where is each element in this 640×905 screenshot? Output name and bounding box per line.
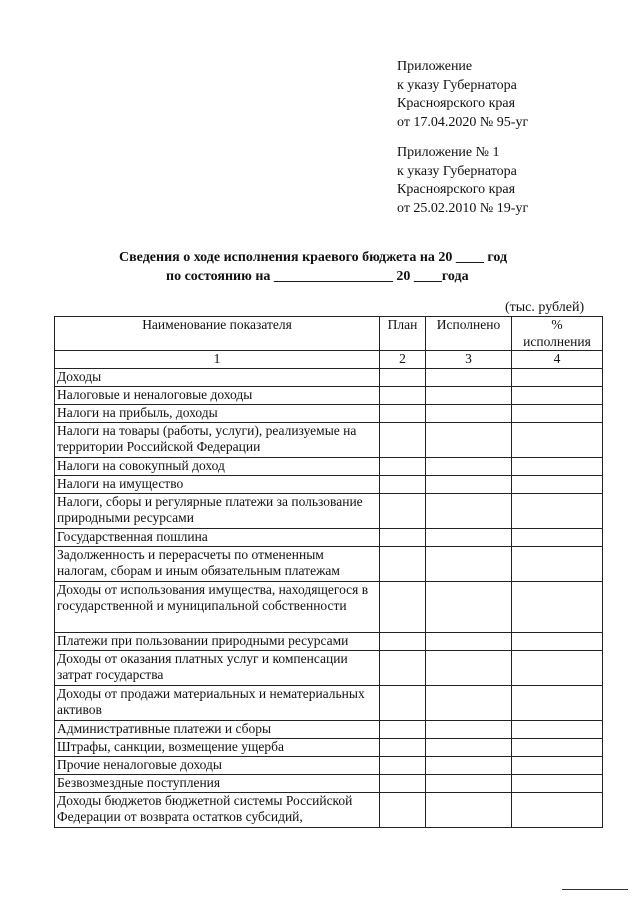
column-number: 3 [426, 351, 512, 369]
plan-cell [380, 632, 426, 650]
executed-cell [426, 581, 512, 632]
table-row [55, 422, 603, 457]
executed-cell [426, 632, 512, 650]
indicator-name: Доходы от использования имущества, находящегося в государственной и муниципальной собственности [55, 581, 380, 632]
executed-cell [426, 738, 512, 756]
table-row [55, 546, 603, 581]
executed-cell [426, 475, 512, 493]
header-plan: План [380, 317, 426, 351]
plan-cell [380, 581, 426, 632]
table-row [55, 720, 603, 738]
plan-cell [380, 792, 426, 827]
header-executed: Исполнено [426, 317, 512, 351]
appendix-line: Красноярского края [397, 96, 516, 111]
table-row [55, 650, 603, 685]
percent-cell [512, 650, 603, 685]
executed-cell [426, 720, 512, 738]
table-row [55, 792, 603, 827]
indicator-name: Безвозмездные поступления [55, 774, 380, 792]
indicator-name: Штрафы, санкции, возмещение ущерба [55, 738, 380, 756]
executed-cell [426, 650, 512, 685]
percent-cell [512, 422, 603, 457]
indicator-name: Административные платежи и сборы [55, 720, 380, 738]
plan-cell [380, 546, 426, 581]
table-row [55, 774, 603, 792]
executed-cell [426, 422, 512, 457]
column-number: 1 [55, 351, 380, 369]
percent-cell [512, 404, 603, 422]
plan-cell [380, 475, 426, 493]
indicator-name: Доходы [55, 368, 380, 386]
header-name: Наименование показателя [55, 317, 380, 351]
table-header-row [55, 317, 603, 351]
indicator-name: Налоги на имущество [55, 475, 380, 493]
plan-cell [380, 386, 426, 404]
percent-cell [512, 475, 603, 493]
appendix-line: к указу Губернатора [397, 163, 517, 179]
executed-cell [426, 792, 512, 827]
table-row [55, 368, 603, 386]
appendix-current-block [397, 58, 528, 132]
header-percent: % исполнения [512, 317, 603, 351]
column-number-row [55, 351, 603, 369]
table-row [55, 685, 603, 720]
executed-cell [426, 457, 512, 475]
column-number: 4 [512, 351, 603, 369]
appendix-line: от 17.04.2020 № 95-уг [397, 114, 529, 130]
plan-cell [380, 685, 426, 720]
budget-table [54, 316, 603, 828]
executed-cell [426, 386, 512, 404]
plan-cell [380, 528, 426, 546]
executed-cell [426, 756, 512, 774]
appendix-line: Приложение № 1 [397, 145, 500, 160]
indicator-name: Государственная пошлина [55, 528, 380, 546]
plan-cell [380, 774, 426, 792]
executed-cell [426, 546, 512, 581]
table-row [55, 528, 603, 546]
percent-cell [512, 720, 603, 738]
indicator-name: Налоги, сборы и регулярные платежи за пользование природными ресурсами [55, 493, 380, 528]
document-title-line2: по состоянию на _________________ 20 ____года [166, 269, 469, 284]
plan-cell [380, 756, 426, 774]
table-row [55, 756, 603, 774]
indicator-name: Платежи при пользовании природными ресурсами [55, 632, 380, 650]
indicator-name: Прочие неналоговые доходы [55, 756, 380, 774]
plan-cell [380, 422, 426, 457]
appendix-line: Приложение [397, 59, 473, 74]
percent-cell [512, 546, 603, 581]
units-label: (тыс. рублей) [505, 300, 585, 315]
indicator-name: Налоги на товары (работы, услуги), реализуемые на территории Российской Федерации [55, 422, 380, 457]
appendix-line: от 25.02.2010 № 19-уг [397, 200, 529, 216]
plan-cell [380, 368, 426, 386]
percent-cell [512, 774, 603, 792]
plan-cell [380, 457, 426, 475]
executed-cell [426, 685, 512, 720]
indicator-name: Налоги на совокупный доход [55, 457, 380, 475]
executed-cell [426, 528, 512, 546]
table-row [55, 386, 603, 404]
indicator-name: Доходы от оказания платных услуг и компенсации затрат государства [55, 650, 380, 685]
percent-cell [512, 457, 603, 475]
percent-cell [512, 738, 603, 756]
indicator-name: Налоговые и неналоговые доходы [55, 386, 380, 404]
appendix-original-block [397, 144, 528, 218]
plan-cell [380, 404, 426, 422]
table-row [55, 493, 603, 528]
indicator-name: Налоги на прибыль, доходы [55, 404, 380, 422]
table-row [55, 581, 603, 632]
appendix-line: к указу Губернатора [397, 77, 517, 93]
percent-cell [512, 528, 603, 546]
indicator-name: Доходы от продажи материальных и нематериальных активов [55, 685, 380, 720]
percent-cell [512, 581, 603, 632]
percent-cell [512, 368, 603, 386]
executed-cell [426, 774, 512, 792]
column-number: 2 [380, 351, 426, 369]
plan-cell [380, 738, 426, 756]
table-row [55, 632, 603, 650]
document-title-line1: Сведения о ходе исполнения краевого бюджета на 20 ____ год [119, 250, 508, 265]
appendix-line: Красноярского края [397, 182, 516, 197]
executed-cell [426, 493, 512, 528]
executed-cell [426, 404, 512, 422]
percent-cell [512, 685, 603, 720]
table-row [55, 404, 603, 422]
table-row [55, 738, 603, 756]
plan-cell [380, 650, 426, 685]
table-row [55, 475, 603, 493]
plan-cell [380, 720, 426, 738]
percent-cell [512, 493, 603, 528]
indicator-name: Задолженность и перерасчеты по отмененным налогам, сборам и иным обязательным платежам [55, 546, 380, 581]
percent-cell [512, 792, 603, 827]
table-row [55, 457, 603, 475]
percent-cell [512, 756, 603, 774]
footer-divider [562, 889, 628, 890]
indicator-name: Доходы бюджетов бюджетной системы Российской Федерации от возврата остатков субсидий, [55, 792, 380, 827]
executed-cell [426, 368, 512, 386]
plan-cell [380, 493, 426, 528]
percent-cell [512, 386, 603, 404]
percent-cell [512, 632, 603, 650]
